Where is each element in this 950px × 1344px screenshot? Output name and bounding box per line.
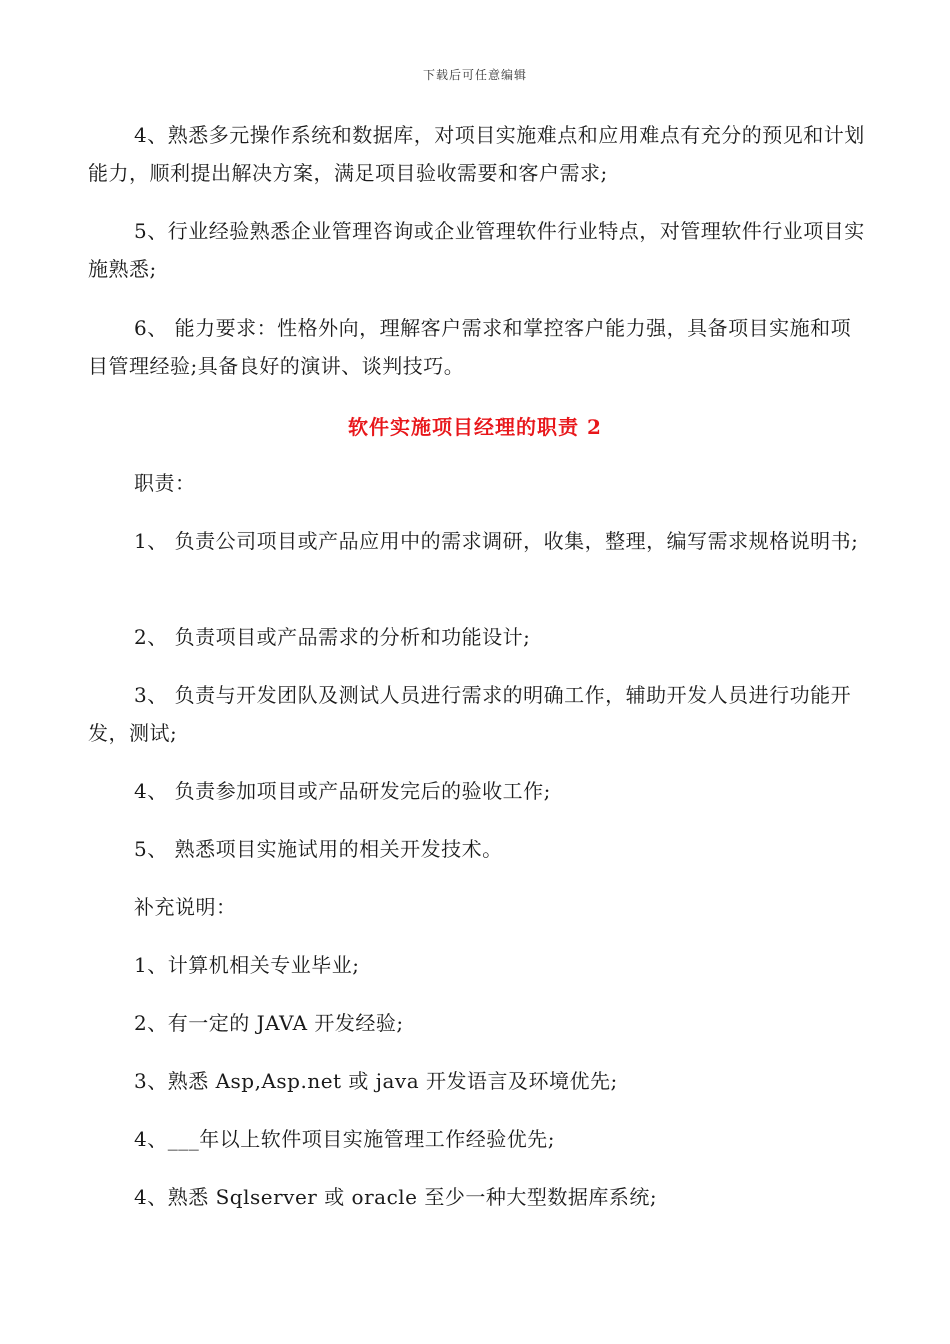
supplement-item-3: 3、熟悉 Asp,Asp.net 或 java 开发语言及环境优先; bbox=[134, 1069, 618, 1093]
page-header: 下载后可任意编辑 bbox=[422, 68, 527, 82]
duty-item-2: 2、 负责项目或产品需求的分析和功能设计; bbox=[134, 625, 531, 649]
intro-item-4: 4、熟悉多元操作系统和数据库，对项目实施难点和应用难点有充分的预见和计划能力，顺利提出解决方案，满足项目验收需要和客户需求; bbox=[88, 123, 865, 185]
section-title: 软件实施项目经理的职责 2 bbox=[348, 415, 602, 439]
duty-item-4: 4、 负责参加项目或产品研发完后的验收工作; bbox=[134, 779, 551, 803]
supplement-label: 补充说明： bbox=[134, 895, 237, 919]
supplement-item-2: 2、有一定的 JAVA 开发经验; bbox=[134, 1011, 404, 1035]
supplement-item-4: 4、___年以上软件项目实施管理工作经验优先; bbox=[134, 1127, 555, 1151]
supplement-item-5: 4、熟悉 Sqlserver 或 oracle 至少一种大型数据库系统; bbox=[134, 1185, 658, 1209]
duty-item-5: 5、 熟悉项目实施试用的相关开发技术。 bbox=[134, 837, 503, 861]
intro-item-6: 6、 能力要求：性格外向，理解客户需求和掌控客户能力强，具备项目实施和项目管理经验;具备良好的演讲、谈判技巧。 bbox=[88, 316, 852, 378]
supplement-item-1: 1、计算机相关专业毕业; bbox=[134, 953, 360, 977]
intro-item-5: 5、行业经验熟悉企业管理咨询或企业管理软件行业特点，对管理软件行业项目实施熟悉; bbox=[88, 219, 865, 281]
duty-item-1: 1、 负责公司项目或产品应用中的需求调研，收集，整理，编写需求规格说明书; bbox=[134, 529, 859, 553]
duties-label: 职责： bbox=[134, 471, 196, 495]
duty-item-3: 3、 负责与开发团队及测试人员进行需求的明确工作，辅助开发人员进行功能开发，测试; bbox=[88, 683, 852, 745]
